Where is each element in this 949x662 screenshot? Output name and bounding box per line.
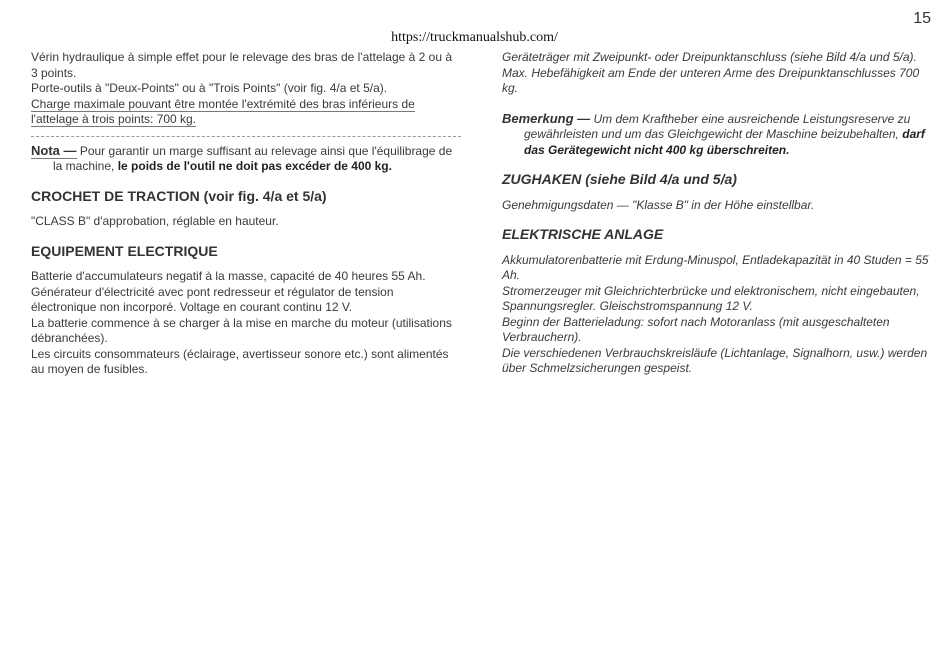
paragraph-batterieladung: Beginn der Batterieladung: sofort nach Motoranlass (mit ausgeschalteten Verbrauchern).: [502, 314, 890, 344]
paragraph-crochet: "CLASS B" d'approbation, réglable en hauteur.: [31, 214, 279, 228]
page-number: 15: [913, 10, 931, 27]
paragraph-batterie: Batterie d'accumulateurs negatif à la masse, capacité de 40 heures 55 Ah.: [31, 269, 426, 283]
paragraph-geraetetraeger: Geräteträger mit Zweipunkt- oder Dreipunktanschluss (siehe Bild 4/a und 5/a). Max. Hebefähigkeit am Ende der unteren Arme des Dreipunktanschlusses 700 kg.: [502, 50, 920, 95]
bemerkung-text: Um dem Kraftheber eine ausreichende Leistungsreserve zu gewährleisten und um das Gleichgewicht der Maschine beizubehalten,: [524, 111, 911, 141]
charge-maximale-text: Charge maximale pouvant être montée l'extrémité des bras inférieurs de l'attelage à trois points: 700 kg.: [31, 96, 415, 126]
paragraph-generateur: Générateur d'électricité avec pont redresseur et régulator de tension électronique non incorporé. Voltage en courant continu 12 V.: [31, 284, 394, 314]
heading-equipement: EQUIPEMENT ELECTRIQUE: [31, 242, 218, 259]
paragraph-charge-batterie: La batterie commence à se charger à la mise en marche du moteur (utilisations débranchées).: [31, 315, 452, 345]
paragraph-circuits: Les circuits consommateurs (éclairage, avertisseur sonore etc.) sont alimentés au moyen de fusibles.: [31, 346, 449, 376]
paragraph-stromerzeuger: Stromerzeuger mit Gleichrichterbrücke und elektronischem, nicht eingebauten, Spannungsregler. Gleischstromspannung 12 V.: [502, 283, 920, 313]
paragraph-akkumulator: Akkumulatorenbatterie mit Erdung-Minuspol, Entladekapazität in 40 Studen = 55 Ah.: [502, 252, 929, 282]
note-bold-text: le poids de l'outil ne doit pas excéder de 400 kg.: [117, 159, 392, 173]
heading-zughaken: ZUGHAKEN (siehe Bild 4/a und 5/a): [502, 171, 737, 187]
paragraph-zughaken: Genehmigungsdaten — "Klasse B" in der Höhe einstellbar.: [502, 197, 815, 212]
paragraph-charge-maximale: [31, 97, 461, 128]
source-url: https://truckmanualshub.com/: [391, 30, 558, 45]
heading-elektrische-anlage: ELEKTRISCHE ANLAGE: [502, 226, 664, 242]
bemerkung-label: Bemerkung —: [502, 110, 591, 126]
note-text: Pour garantir un marge suffisant au relevage ainsi que l'équilibrage de la machine,: [53, 143, 453, 173]
note-label: Nota —: [31, 142, 77, 158]
paragraph-porte-outils: Porte-outils à "Deux-Points" ou à "Trois Points" (voir fig. 4/a et 5/a).: [31, 81, 388, 95]
divider: [31, 136, 461, 137]
bemerkung-bold-text: darf das Gerätegewicht nicht 400 kg überschreiten.: [524, 127, 925, 157]
paragraph-verbrauchskreislaeufe: Die verschiedenen Verbrauchskreisläufe (Lichtanlage, Signalhorn, usw.) werden über Schmelzsicherungen gespeist.: [502, 345, 928, 375]
note-paragraph: [31, 143, 461, 175]
heading-crochet: CROCHET DE TRACTION (voir fig. 4/a et 5/a): [31, 187, 327, 204]
paragraph-verin: Vérin hydraulique à simple effet pour le relevage des bras de l'attelage à 2 ou à 3 points.: [31, 50, 453, 80]
bemerkung-paragraph: [502, 111, 930, 159]
french-column: [31, 50, 461, 378]
german-column: [502, 50, 930, 377]
